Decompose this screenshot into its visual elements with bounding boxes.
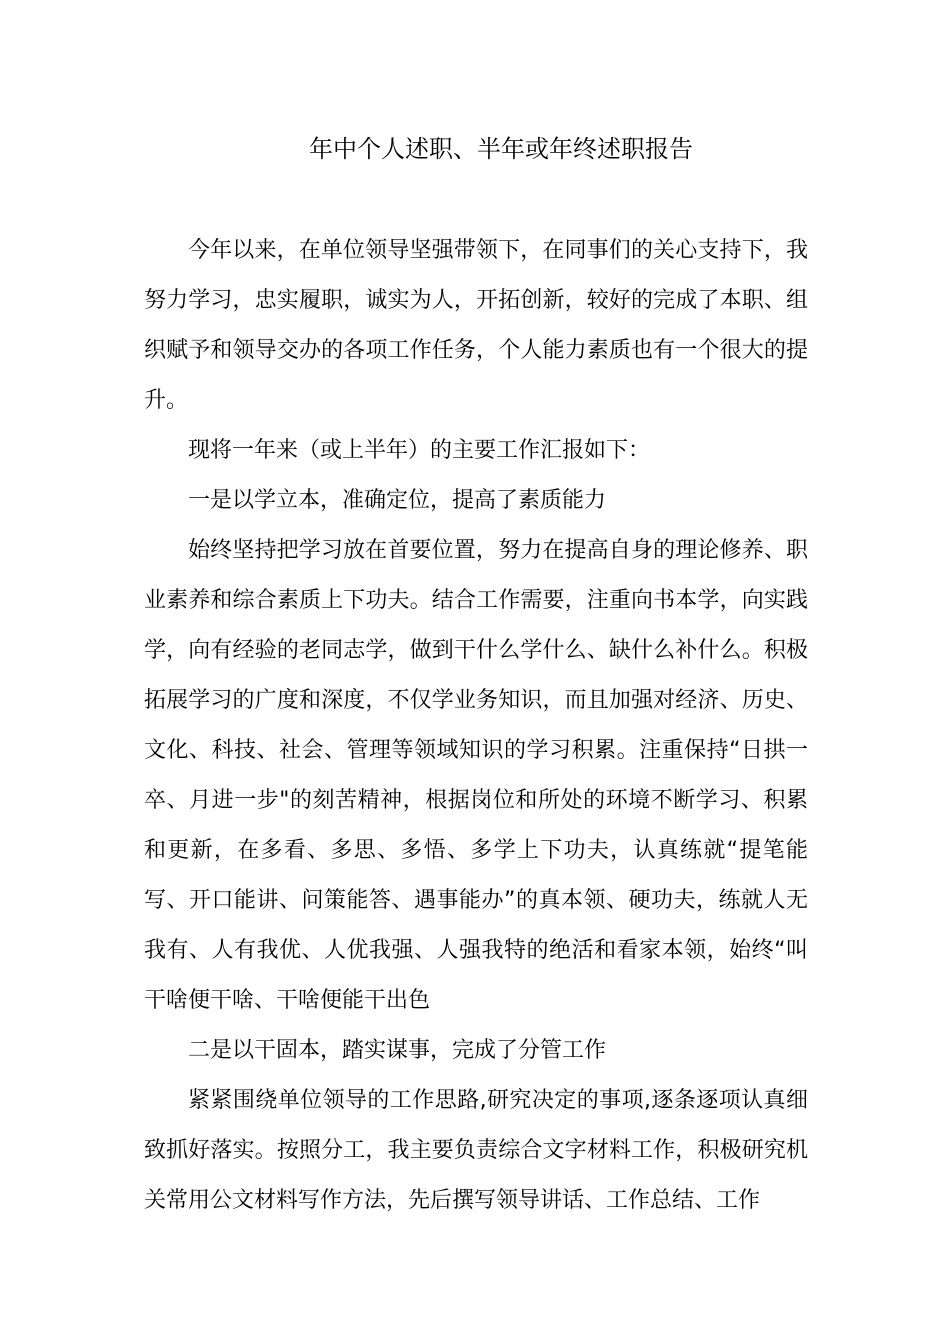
section-heading-1: 一是以学立本，准确定位，提高了素质能力 bbox=[188, 488, 607, 513]
section-heading-2: 二是以干固本，踏实谋事，完成了分管工作 bbox=[188, 1038, 607, 1063]
paragraph-section-1: 始终坚持把学习放在首要位置，努力在提高自身的理论修养、职业素养和综合素质上下功夫。结合工作需要，注重向书本学，向实践学，向有经验的老同志学，做到干什么学什么、缺什么补什么。积极拓展学习的广度和深度，不仅学业务知识，而且加强对经济、历史、文化、科技、社会、管理等领域知识的学习积累。注重保持“日拱一卒、月进一步"的刻苦精神，根据岗位和所处的环境不断学习、积累和更新，在多看、多思、多悟、多学上下功夫，认真练就“提笔能写、开口能讲、问策能答、遇事能办”的真本领、硬功夫，练就人无我有、人有我优、人优我强、人强我特的绝活和看家本领，始终“叫干啥便干啥、干啥便能干出色 bbox=[144, 538, 808, 1013]
paragraph-lead-in: 现将一年来（或上半年）的主要工作汇报如下： bbox=[188, 438, 651, 463]
paragraph-section-2: 紧紧围绕单位领导的工作思路,研究决定的事项,逐条逐项认真细致抓好落实。按照分工，我主要负责综合文字材料工作，积极研究机关常用公文材料写作方法，先后撰写领导讲话、工作总结、工作 bbox=[144, 1088, 808, 1213]
document-body bbox=[144, 226, 808, 1226]
paragraph-intro: 今年以来，在单位领导坚强带领下，在同事们的关心支持下，我努力学习，忠实履职，诚实为人，开拓创新，较好的完成了本职、组织赋予和领导交办的各项工作任务，个人能力素质也有一个很大的提升。 bbox=[144, 238, 808, 413]
document-title: 年中个人述职、半年或年终述职报告 bbox=[309, 135, 693, 163]
